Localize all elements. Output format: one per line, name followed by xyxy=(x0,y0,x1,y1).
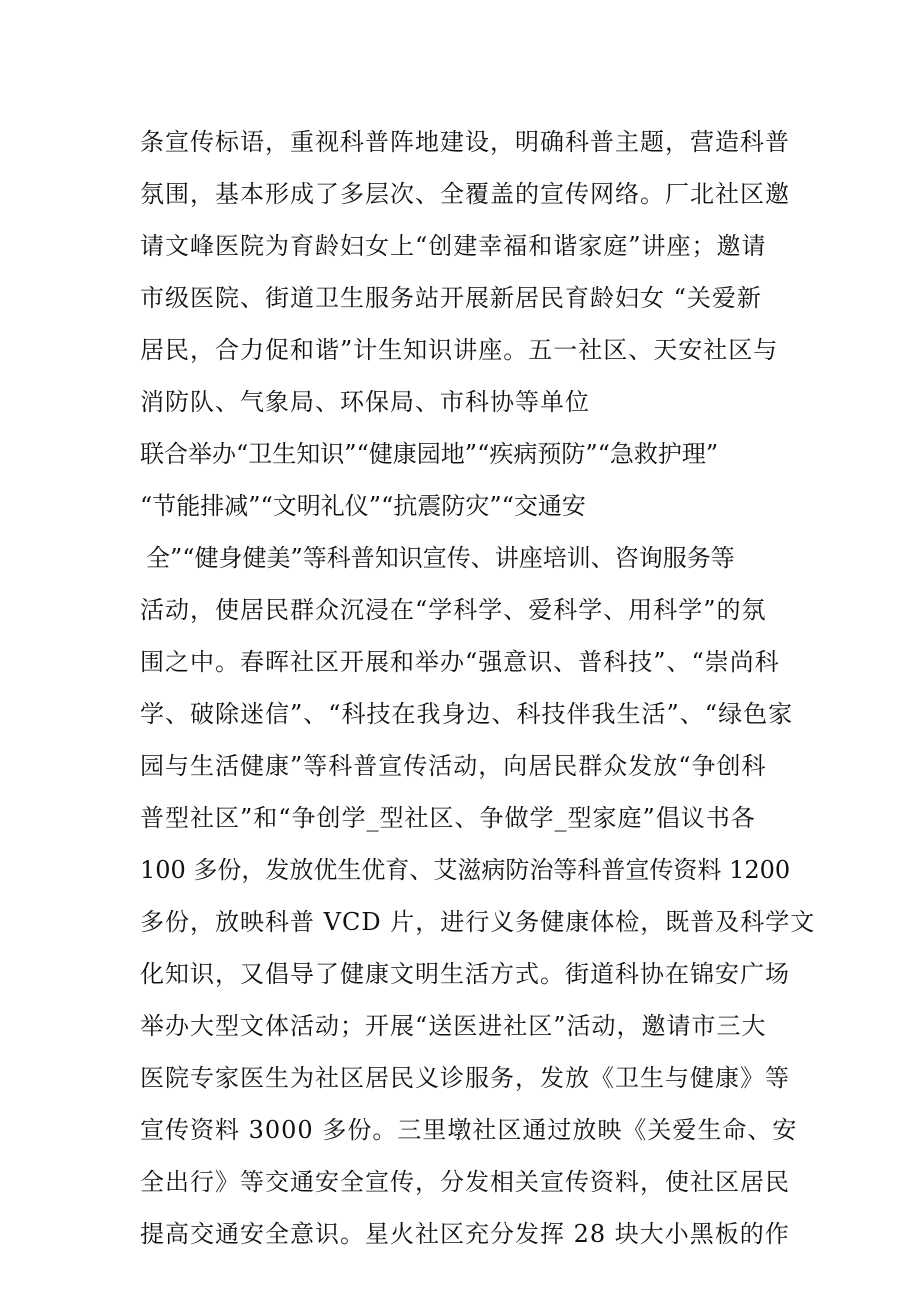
text-line: 氛围，基本形成了多层次、全覆盖的宣传网络。厂北社区邀 xyxy=(140,180,790,208)
text-line: 居民，合力促和谐”计生知识讲座。五一社区、天安社区与 xyxy=(140,336,779,364)
text-line: 全”“健身健美”等科普知识宣传、讲座培训、咨询服务等 xyxy=(146,544,735,572)
text-line: 宣传资料 3000 多份。三里墩社区通过放映《关爱生命、安 xyxy=(140,1116,798,1144)
text-line: 请文峰医院为育龄妇女上“创建幸福和谐家庭”讲座；邀请 xyxy=(140,232,767,260)
text-line: 普型社区”和“争创学_型社区、争做学_型家庭”倡议书各 xyxy=(140,804,756,832)
text-line: 医院专家医生为社区居民义诊服务，发放《卫生与健康》等 xyxy=(140,1064,790,1092)
text-line: “节能排减”“文明礼仪”“抗震防灾”“交通安 xyxy=(140,492,586,520)
body-text xyxy=(140,116,820,1260)
text-line: 围之中。春晖社区开展和举办“强意识、普科技”、“崇尚科 xyxy=(140,648,780,676)
text-line: 活动，使居民群众沉浸在“学科学、爱科学、用科学”的氛 xyxy=(140,596,767,624)
text-line: 多份，放映科普 VCD 片，进行义务健康体检，既普及科学文 xyxy=(140,908,816,936)
text-line: 100 多份，发放优生优育、艾滋病防治等科普宣传资料 1200 xyxy=(140,856,791,884)
text-line: 化知识，又倡导了健康文明生活方式。街道科协在锦安广场 xyxy=(140,960,790,988)
text-line: 全出行》等交通安全宣传，分发相关宣传资料，使社区居民 xyxy=(140,1168,790,1196)
text-line: 市级医院、街道卫生服务站开展新居民育龄妇女 “关爱新 xyxy=(140,284,762,312)
text-line: 提高交通安全意识。星火社区充分发挥 28 块大小黑板的作 xyxy=(140,1220,790,1248)
text-line: 学、破除迷信”、“科技在我身边、科技伴我生活”、“绿色家 xyxy=(140,700,794,728)
text-line: 园与生活健康”等科普宣传活动，向居民群众发放“争创科 xyxy=(140,752,767,780)
text-line: 消防队、气象局、环保局、市科协等单位 xyxy=(140,388,590,416)
text-line: 联合举办“卫生知识”“健康园地”“疾病预防”“急救护理” xyxy=(140,440,719,468)
text-line: 举办大型文体活动；开展“送医进社区”活动，邀请市三大 xyxy=(140,1012,767,1040)
text-line: 条宣传标语，重视科普阵地建设，明确科普主题，营造科普 xyxy=(140,128,790,156)
